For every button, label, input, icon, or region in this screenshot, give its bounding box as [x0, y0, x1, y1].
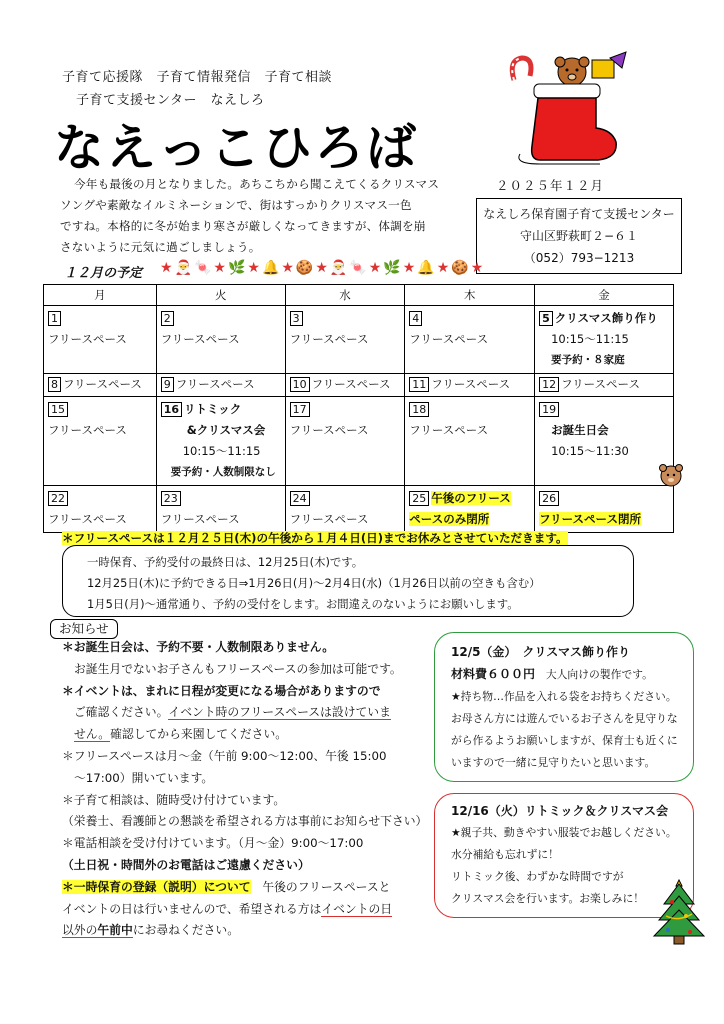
- info-line-underlined: イベントの日: [321, 901, 393, 916]
- event-text: クリスマス飾り作り: [554, 311, 658, 325]
- date-number: 19: [539, 402, 559, 417]
- info-line: にお尋ねください。: [132, 923, 239, 938]
- calendar-week-row: [44, 486, 674, 533]
- event-text: フリースペース: [289, 332, 369, 346]
- event-text: フリースペース: [289, 423, 369, 437]
- calendar-cell: [44, 374, 157, 397]
- intro-line: さないように元気に過ごしましょう。: [60, 240, 261, 254]
- event-text: フリースペース: [431, 377, 511, 391]
- date-number: 11: [409, 377, 429, 392]
- info-line: （栄養士、看護師との懇談を希望される方は事前にお知らせ下さい）: [62, 814, 428, 829]
- date-number: 8: [48, 377, 61, 392]
- date-number: 1: [48, 311, 61, 326]
- calendar-cell: [44, 306, 157, 374]
- calendar-cell: [405, 306, 535, 374]
- date-number: 15: [48, 402, 68, 417]
- event-text: フリースペース: [175, 377, 255, 391]
- date-number: 9: [161, 377, 174, 392]
- calendar-cell: [535, 486, 674, 533]
- calendar-cell: [156, 306, 285, 374]
- date-number: 5: [539, 311, 553, 326]
- calendar-cell: [285, 397, 405, 486]
- info-line-underlined: イベント時のフリースペースは設けていま: [168, 705, 391, 720]
- event-box-fee: 材料費６００円: [451, 667, 536, 681]
- day-header: 木: [405, 285, 535, 306]
- event-text: フリースペース: [48, 423, 127, 437]
- event-text-2: &クリスマス会: [186, 423, 266, 437]
- calendar-week-row: [44, 397, 674, 486]
- event-text: フリースペース: [289, 512, 369, 526]
- event-time: 10:15～11:15: [551, 332, 629, 346]
- day-header: 火: [156, 285, 285, 306]
- event-text: フリースペース: [561, 377, 640, 391]
- notice-box: [62, 545, 634, 617]
- page-title: なえっこひろば: [54, 119, 418, 177]
- date-number: 18: [409, 402, 429, 417]
- event-box-line: いますので一緒に見守りたいと思います。: [451, 756, 656, 769]
- bear-icon: [656, 460, 686, 490]
- calendar-cell: [156, 374, 285, 397]
- event-text: フリースペース: [48, 332, 127, 346]
- event-note: 要予約・８家庭: [551, 354, 625, 366]
- info-line: 午後のフリースペースと: [262, 879, 391, 894]
- calendar-cell: [535, 397, 674, 486]
- info-line: イベントの日は行いませんので、希望される方は: [62, 901, 322, 916]
- date-number: 16: [161, 402, 182, 417]
- date-number: 3: [290, 311, 303, 326]
- calendar-cell: [405, 397, 535, 486]
- date-number: 4: [409, 311, 422, 326]
- event-text: フリースペース閉所: [539, 512, 641, 526]
- event-box-line: ★親子共、動きやすい服装でお越しください。: [451, 826, 677, 839]
- info-line: ＊フリースペースは月～金（午前 9:00～12:00、午後 15:00: [62, 748, 387, 763]
- info-line-underlined: 午前中: [97, 923, 133, 938]
- calendar-cell: [405, 486, 535, 533]
- date-number: 26: [539, 491, 559, 506]
- issue-date: ２０２５年１２月: [496, 178, 605, 193]
- info-line: ＊一時保育の登録（説明）について: [62, 879, 251, 894]
- event-box-line: クリスマス会を行います。お楽しみに！: [451, 892, 645, 905]
- calendar-week-row: [44, 374, 674, 397]
- event-box-line: リトミック後、わずかな時間ですが: [451, 870, 624, 883]
- calendar-cell: [285, 374, 405, 397]
- day-header: 水: [285, 285, 405, 306]
- info-line: ＊イベントは、まれに日程が変更になる場合がありますので: [62, 683, 381, 698]
- info-line-underlined: せん。: [74, 727, 111, 742]
- event-text: フリースペース: [409, 423, 489, 437]
- info-line: ～17:00）開いています。: [74, 770, 214, 785]
- event-box-line: ★持ち物…作品を入れる袋をお持ちください。: [451, 690, 677, 703]
- intro-line: ですね。本格的に冬が始まり寒さが厳しくなってきますが、体調を崩: [60, 219, 426, 233]
- info-line: （土日祝・時間外のお電話はご遠慮ください）: [62, 857, 310, 872]
- header-tagline: 子育て応援隊 子育て情報発信 子育て相談: [62, 70, 333, 85]
- closure-note-text: ＊フリースペースは１２月２５日(木)の午後から１月４日(日)までお休みとさせていただきます。: [62, 531, 568, 545]
- decoration-border-icon: ★🎅🍬★🌿★🔔★🍪★🎅🍬★🌿★🔔★🍪★: [160, 260, 486, 276]
- event-time: 10:15～11:15: [182, 444, 261, 458]
- event-text: フリースペース: [48, 512, 127, 526]
- day-header: 月: [44, 285, 157, 306]
- event-text: 午後のフリース: [431, 491, 511, 505]
- event-time: 10:15～11:30: [551, 444, 629, 458]
- calendar-cell: [285, 486, 405, 533]
- event-text: フリースペース: [311, 377, 391, 391]
- event-box-fee-note: 大人向けの製作です。: [545, 668, 653, 681]
- address-box: [476, 198, 682, 274]
- notice-line: 一時保育、予約受付の最終日は、12月25日(木)です。: [87, 555, 364, 569]
- header-center-name: 子育て支援センター なえしろ: [76, 93, 265, 108]
- calendar-table: [43, 284, 674, 533]
- calendar-cell: [44, 397, 157, 486]
- event-text: フリースペース: [160, 512, 240, 526]
- christmas-tree-icon: [652, 876, 706, 946]
- calendar-week-row: [44, 306, 674, 374]
- date-number: 22: [48, 491, 68, 506]
- date-number: 2: [161, 311, 174, 326]
- event-box-line: 水分補給も忘れずに！: [451, 848, 559, 861]
- event-box-title: 12/16（火）リトミック＆クリスマス会: [451, 804, 669, 818]
- event-text: リトミック: [184, 402, 242, 416]
- info-line-underlined: 以外の: [62, 923, 98, 938]
- schedule-label: １２月の予定: [64, 266, 143, 281]
- info-tag: お知らせ: [50, 619, 118, 639]
- date-number: 23: [161, 491, 181, 506]
- event-box-line: お母さん方には遊んでいるお子さんを見守りな: [451, 712, 678, 725]
- event-note: 要予約・人数制限なし: [170, 466, 276, 478]
- intro-paragraph: [60, 174, 472, 258]
- info-line: お誕生月でないお子さんもフリースペースの参加は可能です。: [74, 661, 402, 676]
- calendar-cell: [156, 397, 285, 486]
- info-line: ＊子育て相談は、随時受け付けています。: [62, 792, 286, 807]
- notice-line: 1月5日(月)～通常通り、予約の受付をします。お間違えのないようにお願いします。: [87, 597, 519, 611]
- date-number: 12: [539, 377, 559, 392]
- notice-line: 12月25日(木)に予約できる日⇒1月26日(月)～2月4日(水)（1月26日以前の空きも含む）: [87, 576, 541, 590]
- event-box-decoration: [434, 632, 694, 782]
- event-text: フリースペース: [160, 332, 240, 346]
- date-number: 24: [290, 491, 310, 506]
- info-line: 確認してから来園してください。: [110, 727, 288, 742]
- christmas-boot-icon: [500, 50, 640, 170]
- event-text-2: ペースのみ閉所: [409, 512, 490, 526]
- info-list: [62, 637, 432, 942]
- info-line: ＊お誕生日会は、予約不要・人数制限ありません。: [62, 640, 335, 654]
- day-header: 金: [535, 285, 674, 306]
- date-number: 10: [290, 377, 310, 392]
- calendar-cell: [535, 306, 674, 374]
- center-name: なえしろ保育園子育て支援センター: [483, 207, 675, 221]
- center-phone: （052）793−1213: [523, 251, 635, 265]
- calendar-header-row: [44, 285, 674, 306]
- info-line: ＊電話相談を受け付けています。（月～金）9:00～17:00: [62, 836, 364, 851]
- intro-line: ソングや素敵なイルミネーションで、街はすっかりクリスマス一色: [60, 198, 412, 212]
- event-text: フリースペース: [63, 377, 142, 391]
- date-number: 25: [409, 491, 429, 506]
- event-text: お誕生日会: [551, 423, 609, 437]
- closure-note: [62, 530, 568, 546]
- calendar-cell: [535, 374, 674, 397]
- event-box-line: がら作るようお願いしますが、保育士も近くに: [451, 734, 678, 747]
- intro-line: 今年も最後の月となりました。あちこちから聞こえてくるクリスマス: [74, 177, 440, 191]
- calendar-cell: [285, 306, 405, 374]
- event-text: フリースペース: [409, 332, 489, 346]
- calendar-cell: [405, 374, 535, 397]
- center-street: 守山区野萩町２−６１: [519, 229, 639, 243]
- calendar-cell: [44, 486, 157, 533]
- event-box-title: 12/5（金） クリスマス飾り作り: [451, 645, 630, 659]
- calendar-cell: [156, 486, 285, 533]
- date-number: 17: [290, 402, 310, 417]
- info-line: ご確認ください。: [74, 705, 169, 720]
